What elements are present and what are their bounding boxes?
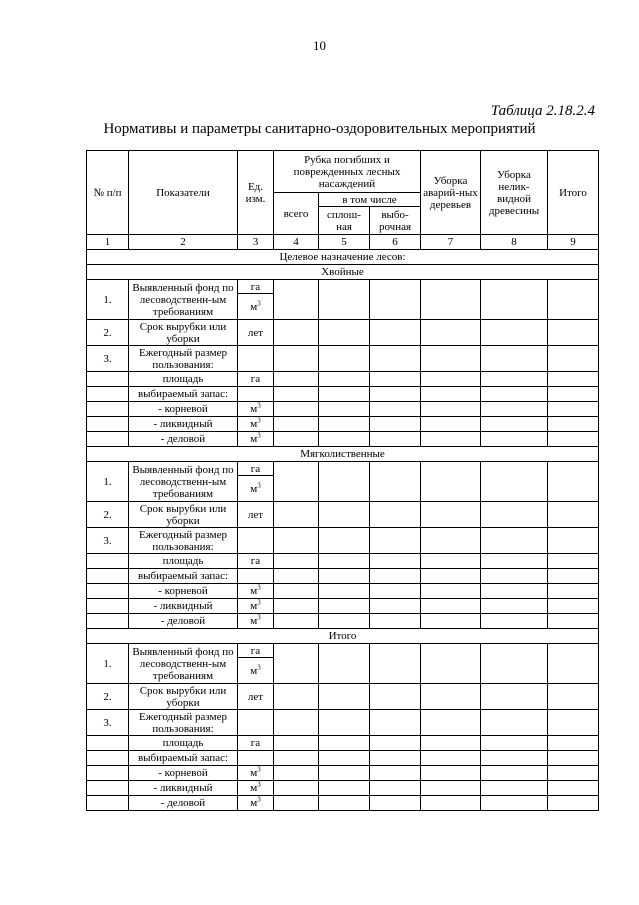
unit-cell: $м^3$	[238, 476, 274, 502]
value-cell	[274, 432, 319, 447]
value-cell	[319, 462, 370, 502]
value-cell	[481, 528, 548, 554]
unit-cell	[238, 528, 274, 554]
column-number: 6	[370, 235, 421, 250]
indicator-label: - ликвидный	[129, 417, 238, 432]
value-cell	[481, 710, 548, 736]
value-cell	[370, 502, 421, 528]
value-cell	[548, 528, 599, 554]
value-cell	[548, 584, 599, 599]
value-cell	[421, 599, 481, 614]
value-cell	[319, 751, 370, 766]
value-cell	[274, 528, 319, 554]
value-cell	[370, 599, 421, 614]
value-cell	[548, 554, 599, 569]
indicator-label: Выявленный фонд по лесоводственн-ым требованиям	[129, 280, 238, 320]
value-cell	[370, 614, 421, 629]
unit-cell: $м^3$	[238, 658, 274, 684]
value-cell	[421, 684, 481, 710]
row-number	[87, 599, 129, 614]
value-cell	[421, 584, 481, 599]
value-cell	[481, 796, 548, 811]
value-cell	[319, 346, 370, 372]
value-cell	[548, 502, 599, 528]
value-cell	[319, 372, 370, 387]
column-number: 1	[87, 235, 129, 250]
column-number: 5	[319, 235, 370, 250]
value-cell	[481, 554, 548, 569]
unit-cell: $м^3$	[238, 614, 274, 629]
value-cell	[421, 751, 481, 766]
row-number: 1.	[87, 462, 129, 502]
value-cell	[370, 402, 421, 417]
row-number: 1.	[87, 280, 129, 320]
indicator-label: Срок вырубки или уборки	[129, 320, 238, 346]
indicator-label: - деловой	[129, 614, 238, 629]
header-indicators: Показатели	[129, 151, 238, 235]
column-number: 3	[238, 235, 274, 250]
header-including: в том числе	[319, 193, 421, 207]
header-num: № п/п	[87, 151, 129, 235]
value-cell	[421, 417, 481, 432]
table-title: Нормативы и параметры санитарно-оздоровительных мероприятий	[103, 121, 536, 137]
value-cell	[421, 569, 481, 584]
value-cell	[481, 462, 548, 502]
column-number: 9	[548, 235, 599, 250]
header-total-col: Итого	[548, 151, 599, 235]
header-unit: Ед. изм.	[238, 151, 274, 235]
row-number: 3.	[87, 346, 129, 372]
value-cell	[319, 280, 370, 320]
section-row: Хвойные	[87, 265, 599, 280]
unit-cell: $м^3$	[238, 584, 274, 599]
column-number: 4	[274, 235, 319, 250]
unit-cell: га	[238, 462, 274, 476]
indicator-label: Ежегодный размер пользования:	[129, 346, 238, 372]
row-number	[87, 751, 129, 766]
row-number	[87, 736, 129, 751]
value-cell	[421, 402, 481, 417]
unit-cell	[238, 751, 274, 766]
row-number	[87, 432, 129, 447]
value-cell	[481, 684, 548, 710]
unit-cell: $м^3$	[238, 294, 274, 320]
row-number	[87, 387, 129, 402]
value-cell	[421, 736, 481, 751]
indicator-label: площадь	[129, 372, 238, 387]
value-cell	[548, 614, 599, 629]
value-cell	[274, 502, 319, 528]
value-cell	[274, 346, 319, 372]
value-cell	[274, 644, 319, 684]
unit-cell: га	[238, 736, 274, 751]
value-cell	[481, 766, 548, 781]
unit-cell	[238, 346, 274, 372]
value-cell	[319, 320, 370, 346]
value-cell	[421, 502, 481, 528]
value-cell	[481, 736, 548, 751]
indicator-label: Срок вырубки или уборки	[129, 684, 238, 710]
indicator-label: - деловой	[129, 432, 238, 447]
row-number	[87, 372, 129, 387]
row-number: 2.	[87, 320, 129, 346]
value-cell	[274, 462, 319, 502]
value-cell	[548, 766, 599, 781]
row-number: 3.	[87, 528, 129, 554]
section-row: Мягколиственные	[87, 447, 599, 462]
indicator-label: - корневой	[129, 584, 238, 599]
value-cell	[274, 554, 319, 569]
value-cell	[274, 584, 319, 599]
indicator-label: площадь	[129, 554, 238, 569]
value-cell	[274, 710, 319, 736]
value-cell	[548, 320, 599, 346]
value-cell	[274, 387, 319, 402]
value-cell	[274, 320, 319, 346]
value-cell	[370, 372, 421, 387]
value-cell	[370, 781, 421, 796]
value-cell	[319, 684, 370, 710]
value-cell	[548, 781, 599, 796]
value-cell	[548, 417, 599, 432]
unit-cell: га	[238, 644, 274, 658]
column-number: 2	[129, 235, 238, 250]
unit-cell	[238, 569, 274, 584]
value-cell	[481, 280, 548, 320]
value-cell	[421, 387, 481, 402]
row-number	[87, 766, 129, 781]
row-number: 2.	[87, 502, 129, 528]
value-cell	[319, 502, 370, 528]
value-cell	[319, 644, 370, 684]
value-cell	[548, 684, 599, 710]
indicator-label: выбираемый запас:	[129, 751, 238, 766]
value-cell	[319, 599, 370, 614]
row-number: 2.	[87, 684, 129, 710]
row-number: 3.	[87, 710, 129, 736]
value-cell	[481, 614, 548, 629]
value-cell	[370, 387, 421, 402]
indicator-label: Выявленный фонд по лесоводственн-ым требованиям	[129, 462, 238, 502]
value-cell	[421, 462, 481, 502]
row-number: 1.	[87, 644, 129, 684]
indicator-label: Ежегодный размер пользования:	[129, 710, 238, 736]
header-solid: сплош-ная	[319, 207, 370, 235]
value-cell	[421, 781, 481, 796]
value-cell	[481, 320, 548, 346]
value-cell	[481, 644, 548, 684]
row-number	[87, 584, 129, 599]
value-cell	[421, 280, 481, 320]
value-cell	[274, 402, 319, 417]
value-cell	[421, 710, 481, 736]
value-cell	[319, 402, 370, 417]
value-cell	[421, 796, 481, 811]
value-cell	[370, 569, 421, 584]
value-cell	[481, 584, 548, 599]
value-cell	[370, 796, 421, 811]
value-cell	[481, 432, 548, 447]
unit-cell: лет	[238, 320, 274, 346]
value-cell	[370, 432, 421, 447]
row-number	[87, 569, 129, 584]
value-cell	[548, 796, 599, 811]
unit-cell: га	[238, 372, 274, 387]
value-cell	[274, 280, 319, 320]
value-cell	[274, 417, 319, 432]
value-cell	[548, 569, 599, 584]
row-number	[87, 781, 129, 796]
value-cell	[421, 346, 481, 372]
value-cell	[370, 462, 421, 502]
value-cell	[319, 796, 370, 811]
row-number	[87, 796, 129, 811]
unit-cell: га	[238, 280, 274, 294]
unit-cell: $м^3$	[238, 417, 274, 432]
value-cell	[370, 644, 421, 684]
header-emergency: Уборка аварий-ных деревьев	[421, 151, 481, 235]
value-cell	[421, 372, 481, 387]
value-cell	[274, 684, 319, 710]
value-cell	[370, 710, 421, 736]
value-cell	[370, 320, 421, 346]
unit-cell: $м^3$	[238, 781, 274, 796]
value-cell	[548, 402, 599, 417]
value-cell	[370, 751, 421, 766]
unit-cell: $м^3$	[238, 432, 274, 447]
header-selective: выбо-рочная	[370, 207, 421, 235]
unit-cell: га	[238, 554, 274, 569]
value-cell	[548, 387, 599, 402]
value-cell	[548, 736, 599, 751]
value-cell	[421, 554, 481, 569]
value-cell	[481, 402, 548, 417]
value-cell	[421, 432, 481, 447]
value-cell	[319, 614, 370, 629]
value-cell	[548, 644, 599, 684]
value-cell	[548, 751, 599, 766]
unit-cell: $м^3$	[238, 796, 274, 811]
value-cell	[421, 320, 481, 346]
indicator-label: Выявленный фонд по лесоводственн-ым требованиям	[129, 644, 238, 684]
unit-cell	[238, 387, 274, 402]
value-cell	[481, 417, 548, 432]
value-cell	[421, 528, 481, 554]
indicator-label: выбираемый запас:	[129, 387, 238, 402]
indicator-label: - ликвидный	[129, 599, 238, 614]
value-cell	[548, 710, 599, 736]
value-cell	[274, 569, 319, 584]
value-cell	[421, 614, 481, 629]
unit-cell: лет	[238, 684, 274, 710]
unit-cell: $м^3$	[238, 766, 274, 781]
value-cell	[319, 387, 370, 402]
value-cell	[319, 554, 370, 569]
unit-cell: $м^3$	[238, 402, 274, 417]
page-number: 10	[313, 38, 326, 53]
value-cell	[274, 781, 319, 796]
value-cell	[548, 462, 599, 502]
value-cell	[319, 528, 370, 554]
value-cell	[548, 346, 599, 372]
value-cell	[274, 372, 319, 387]
indicator-label: Ежегодный размер пользования:	[129, 528, 238, 554]
value-cell	[370, 346, 421, 372]
value-cell	[370, 736, 421, 751]
row-number	[87, 417, 129, 432]
indicator-label: площадь	[129, 736, 238, 751]
value-cell	[319, 710, 370, 736]
unit-cell: лет	[238, 502, 274, 528]
purpose-row: Целевое назначение лесов:	[87, 250, 599, 265]
section-row: Итого	[87, 629, 599, 644]
value-cell	[548, 280, 599, 320]
value-cell	[481, 346, 548, 372]
value-cell	[274, 599, 319, 614]
value-cell	[319, 736, 370, 751]
value-cell	[370, 280, 421, 320]
value-cell	[370, 528, 421, 554]
table-label: Таблица 2.18.2.4	[490, 103, 595, 119]
column-number: 8	[481, 235, 548, 250]
column-number: 7	[421, 235, 481, 250]
value-cell	[319, 584, 370, 599]
value-cell	[370, 584, 421, 599]
value-cell	[370, 684, 421, 710]
header-felling: Рубка погибших и поврежденных лесных насаждений	[274, 151, 421, 193]
value-cell	[319, 417, 370, 432]
value-cell	[548, 432, 599, 447]
value-cell	[274, 614, 319, 629]
value-cell	[370, 417, 421, 432]
value-cell	[481, 781, 548, 796]
indicator-label: - ликвидный	[129, 781, 238, 796]
value-cell	[481, 751, 548, 766]
row-number	[87, 554, 129, 569]
row-number	[87, 402, 129, 417]
value-cell	[274, 796, 319, 811]
value-cell	[319, 766, 370, 781]
value-cell	[481, 569, 548, 584]
value-cell	[319, 781, 370, 796]
unit-cell	[238, 710, 274, 736]
value-cell	[481, 387, 548, 402]
value-cell	[319, 569, 370, 584]
value-cell	[421, 644, 481, 684]
norms-table	[86, 150, 599, 811]
unit-cell: $м^3$	[238, 599, 274, 614]
value-cell	[548, 372, 599, 387]
value-cell	[370, 766, 421, 781]
indicator-label: - корневой	[129, 402, 238, 417]
indicator-label: - деловой	[129, 796, 238, 811]
indicator-label: выбираемый запас:	[129, 569, 238, 584]
value-cell	[548, 599, 599, 614]
value-cell	[274, 751, 319, 766]
value-cell	[319, 432, 370, 447]
value-cell	[421, 766, 481, 781]
header-illiquid: Уборка нелик-видной древесины	[481, 151, 548, 235]
value-cell	[481, 372, 548, 387]
row-number	[87, 614, 129, 629]
indicator-label: Срок вырубки или уборки	[129, 502, 238, 528]
header-all: всего	[274, 193, 319, 235]
value-cell	[274, 736, 319, 751]
indicator-label: - корневой	[129, 766, 238, 781]
value-cell	[481, 502, 548, 528]
value-cell	[370, 554, 421, 569]
value-cell	[274, 766, 319, 781]
value-cell	[481, 599, 548, 614]
